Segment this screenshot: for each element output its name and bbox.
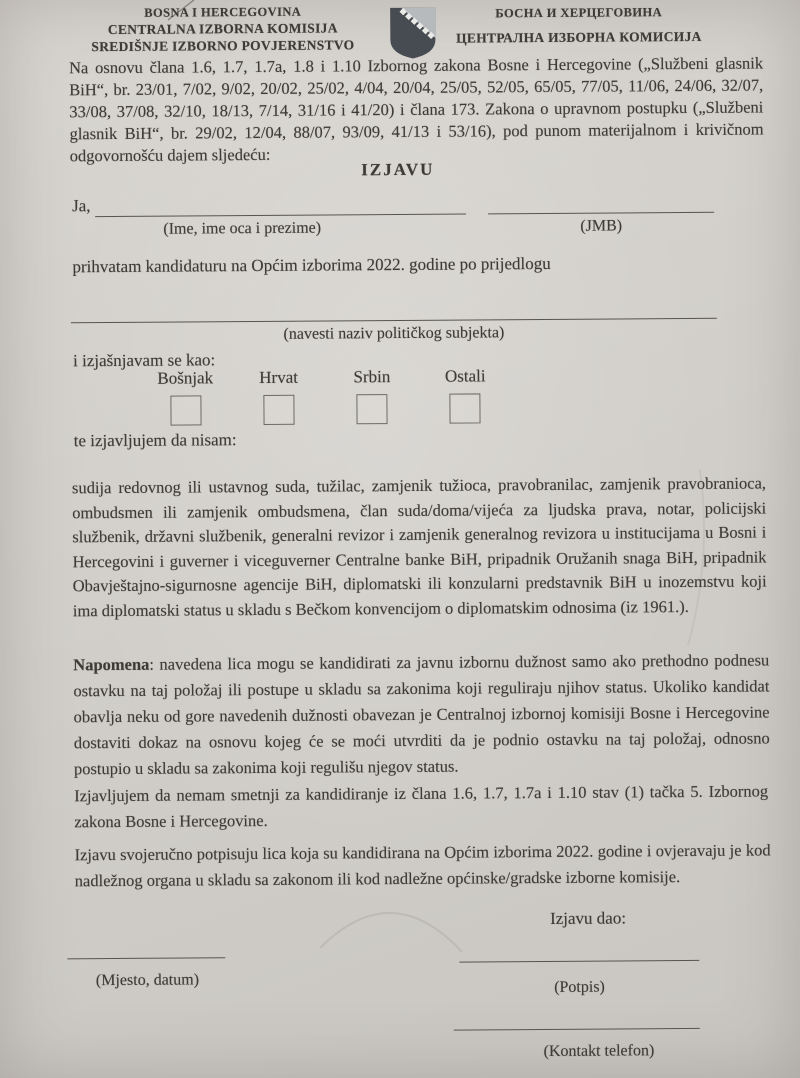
header-country-latin: BOSNA I HERCEGOVINA — [144, 4, 302, 20]
header-country-cyrillic: БОСНА И ХЕРЦЕГОВИНА — [495, 5, 663, 21]
header-latin-block — [67, 4, 379, 55]
checkbox-srbin[interactable] — [357, 394, 388, 424]
ethnicity-options-row — [145, 366, 505, 426]
declare-as-label: i izjašnjavam se kao: — [73, 350, 216, 371]
signature-field[interactable] — [459, 940, 699, 963]
incompatible-positions-paragraph: sudija redovnog ili ustavnog suda, tužilac, zamjenik tužioca, pravobranilac, zamjenik pravobranioca, ombudsmen ili zamjenik ombudsmena, član suda/doma/vijeća za ljudska prava, notar, policijski službenik, državni službenik, generalni revizor i zamjenik generalnog revizora u institucijama u Bosni i Hercegovini i guverner i viceguverner Centralne banke BiH, pripadnik Oružanih snaga BiH, pripadnik Obavještajno-sigurnosne agencije BiH, diplomatski ili konzularni predstavnik BiH u inozemstvu koji ima diplomatski status u skladu s Bečkom konvencijom o diplomatskim odnosima (iz 1961.). — [71, 473, 767, 620]
contact-phone-caption: (Kontakt telefon) — [543, 1042, 655, 1061]
place-date-caption: (Mjesto, datum) — [95, 971, 200, 990]
ethnicity-label: Bošnjak — [157, 368, 214, 388]
checkbox-bosnjak[interactable] — [170, 395, 201, 425]
not-statement-label: te izjavljujem da nisam: — [73, 430, 237, 451]
signature-caption: (Potpis) — [554, 978, 605, 996]
legal-basis-paragraph: Na osnovu člana 1.6, 1.7, 1.7a, 1.8 i 1.10 Izbornog zakona Bosne i Hercegovine („Službeni glasnik BiH“, br. 23/01, 7/02, 9/02, 20/02, 25/02, 4/04, 20/04, 25/05, 52/05, 65/05, 77/05, 11/06, 24/06, 32/07, 33/08, 37/08, 32/10, 18/13, 7/14, 31/16 i 41/20) i člana 173. Zakona o upravnom postupku („Službeni glasnik BiH“, br. 29/02, 12/04, 88/07, 93/09, 41/13 i 53/16), pod punom materijalnom i krivičnom odgovornošću dajem sljedeću: — [69, 53, 764, 166]
name-jmb-row — [72, 190, 714, 217]
contact-phone-field[interactable] — [454, 1008, 700, 1031]
signing-instructions-paragraph: Izjavu svojeručno potpisuju lica koja su kandidirana na Općim izborima 2022. godine i ovjeravaju je kod nadležnog organa u skladu sa zakonom ili kod nadležne općinske/gradske izborne komisije. — [74, 840, 771, 891]
header-commission-croatian: SREDIŠNJE IZBORNO POVJERENSTVO — [91, 37, 355, 55]
jmb-field-caption: (JMB) — [580, 217, 623, 235]
note-body: : navedena lica mogu se kandidirati za javnu izbornu dužnost samo ako prethodno podnesu ostavku na taj položaj ili postupe u skladu sa zakonima koji reguliraju njihov status. Ukoliko kandidat obavlja neku od gore navedenih dužnosti obavezan je Centralnoj izbornoj komisiji Bosne i Hercegovine dostaviti dokaz na osnovu kojeg će se moći utvrditi da je podnio ostavku na taj položaj, odnosno postupio u skladu sa zakonima koji regulišu njegov status. — [73, 650, 770, 779]
name-field-caption: (Ime, ime oca i prezime) — [163, 219, 322, 238]
ethnicity-option-ostali — [425, 366, 505, 424]
jmb-field[interactable] — [488, 196, 714, 215]
ethnicity-option-bosnjak — [145, 368, 225, 426]
header-commission-cyrillic: ЦЕНТРАЛНА ИЗБОРНА КОМИСИЈА — [456, 28, 702, 46]
bih-coat-of-arms-icon — [387, 5, 439, 61]
ethnicity-label: Hrvat — [259, 367, 298, 387]
ethnicity-label: Srbin — [353, 367, 391, 387]
given-by-label: Izjavu dao: — [549, 908, 627, 928]
ja-label: Ja, — [71, 196, 91, 216]
ethnicity-option-hrvat — [239, 368, 319, 426]
name-jmb-captions — [72, 217, 714, 239]
ethnicity-label: Ostali — [444, 366, 486, 386]
political-subject-caption: (navesti naziv političkog subjekta) — [283, 324, 505, 343]
political-subject-field[interactable] — [71, 298, 717, 324]
header-commission-latin: CENTRALNA IZBORNA KOMISIJA — [107, 20, 338, 38]
note-label: Napomena — [73, 654, 150, 675]
no-impediment-paragraph: Izjavljujem da nemam smetnji za kandidiranje iz člana 1.6, 1.7, 1.7a i 1.10 stav (1) tačka 5. Izbornog zakona Bosne i Hercegovine. — [74, 781, 769, 832]
note-paragraph — [73, 647, 770, 782]
ethnicity-option-srbin — [332, 367, 412, 425]
name-field[interactable] — [95, 198, 466, 218]
acceptance-statement: prihvatam kandidaturu na Općim izborima 2022. godine po prijedlogu — [72, 253, 551, 277]
checkbox-hrvat[interactable] — [263, 395, 294, 425]
checkbox-ostali[interactable] — [450, 393, 481, 423]
document-title: IZJAVU — [361, 159, 435, 180]
place-date-field[interactable] — [67, 937, 225, 959]
header-cyrillic-block — [447, 2, 711, 47]
